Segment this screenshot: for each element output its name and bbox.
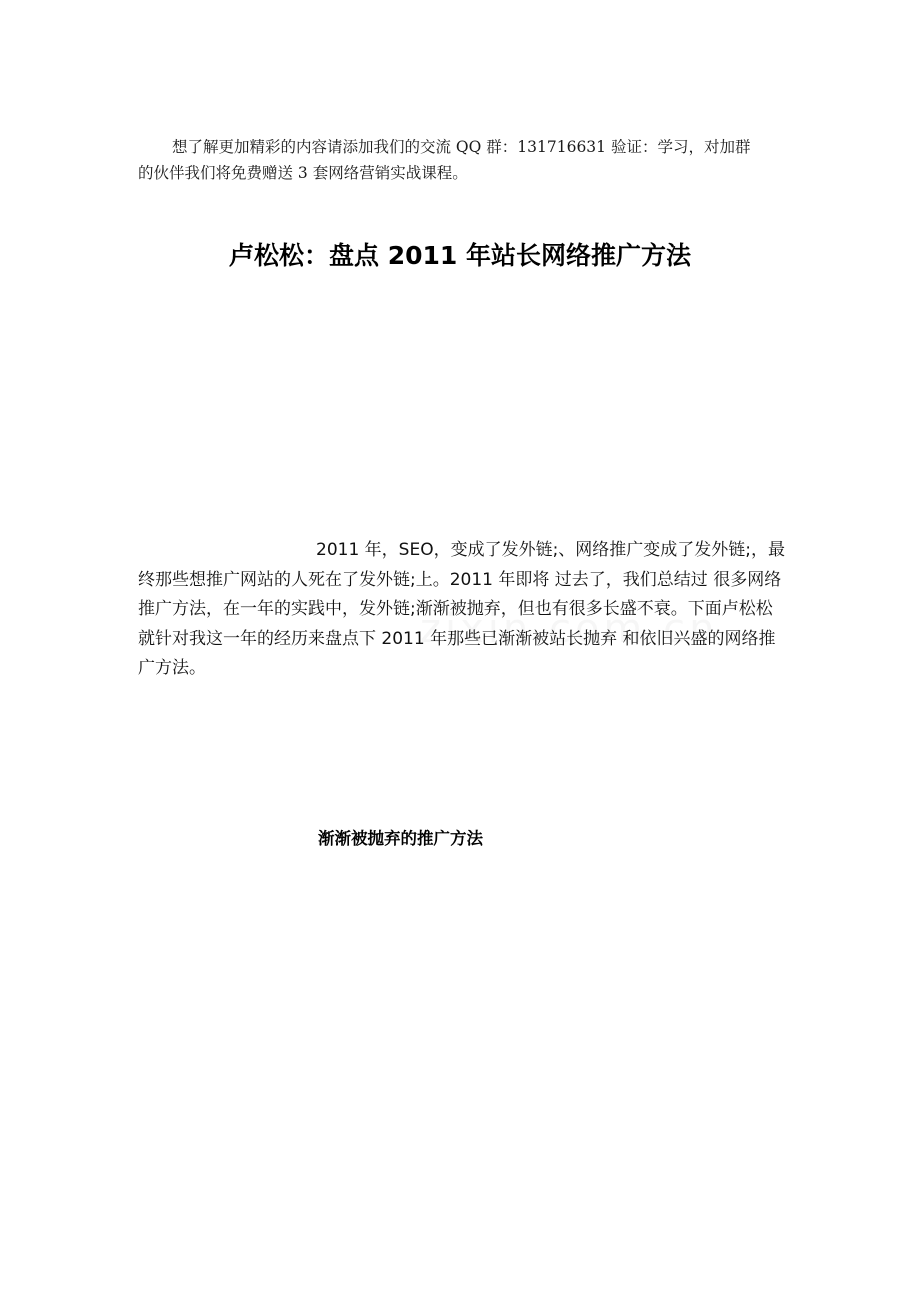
intro-paragraph-text: 2011 年，SEO，变成了发外链;、网络推广变成了发外链;，最终那些想推广网站的人死在了发外链;上。2011 年即将 过去了，我们总结过 很多网络推广方法，在一年的实践中，发外链;渐渐被抛弃，但也有很多长盛不衰。下面卢松松就针对我这一年的经历来盘点下 2011 年那些已渐渐被站长抛弃 和依旧兴盛的网络推广方法。 [138, 540, 786, 678]
notice-text: 想了解更加精彩的内容请添加我们的交流 QQ 群：131716631 验证：学习，对加群的伙伴我们将免费赠送 3 套网络营销实战课程。 [138, 138, 751, 182]
article-title: 卢松松：盘点 2011 年站长网络推广方法 [229, 241, 691, 270]
qq-group-notice [138, 134, 752, 186]
intro-paragraph [138, 536, 788, 684]
section-heading: 渐渐被抛弃的推广方法 [318, 829, 483, 848]
